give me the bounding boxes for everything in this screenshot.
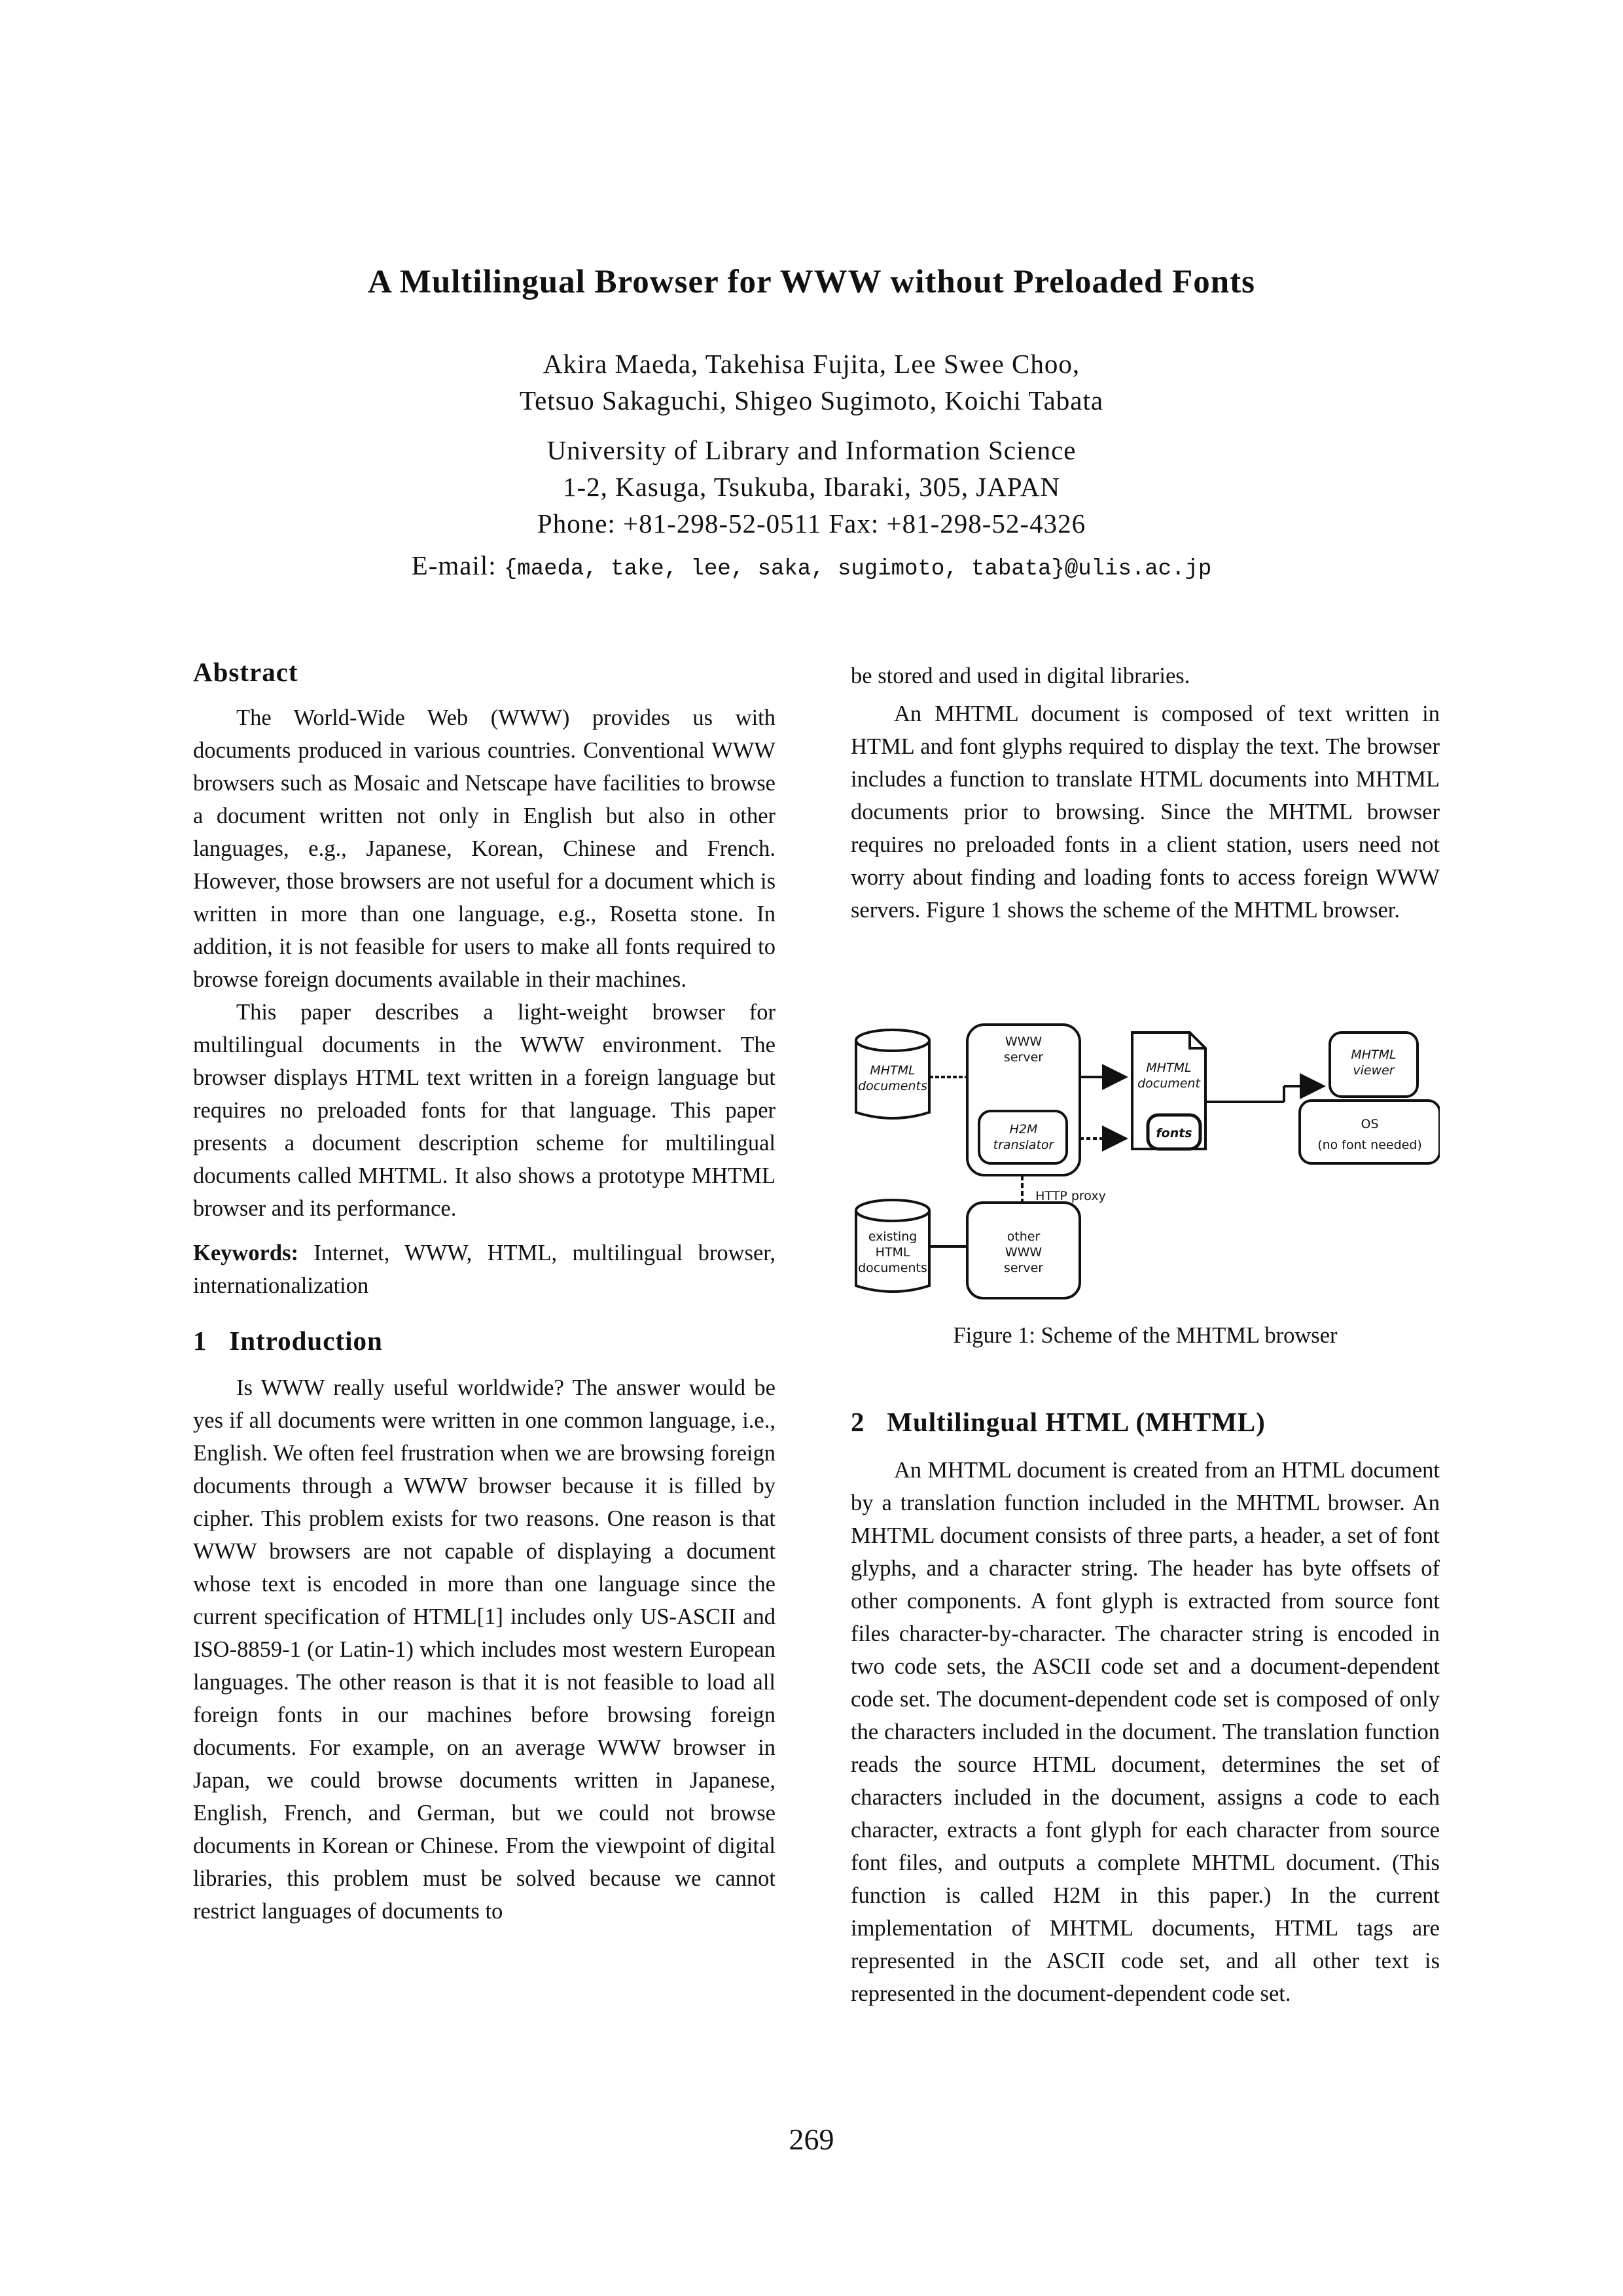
- section-2-heading: [851, 1405, 1440, 1438]
- section-2-title: Multilingual HTML (MHTML): [887, 1407, 1266, 1437]
- fig-label: OS: [1361, 1117, 1379, 1131]
- continued-paragraph: be stored and used in digital libraries.: [851, 663, 1190, 688]
- keywords-label: Keywords:: [193, 1241, 298, 1265]
- fig-label: WWW: [1005, 1245, 1043, 1260]
- mhtml-intro-paragraph: An MHTML document is composed of text written in HTML and font glyphs required to display the text. The browser includes a function to translate HTML documents into MHTML documents prior to browsing. Since the MHTML browser requires no preloaded fonts in a client station, users need not worry about finding and loading fonts to access foreign WWW servers. Figure 1 shows the scheme of the MHTML browser.: [851, 701, 1440, 923]
- address: 1-2, Kasuga, Tsukuba, Ibaraki, 305, JAPAN: [562, 472, 1061, 502]
- fig-label: H2M: [1009, 1122, 1038, 1137]
- fig-label: HTML: [875, 1245, 910, 1260]
- fig-label: server: [1003, 1050, 1044, 1065]
- affiliation: University of Library and Information Science: [546, 435, 1077, 465]
- abstract-paragraph-2: This paper describes a light-weight browser for multilingual documents in the WWW environment. The browser displays HTML text written in a foreign language but requires no preloaded fonts for that language. This paper presents a document description scheme for multilingual documents called MHTML. It also shows a prototype MHTML browser and its performance.: [193, 1000, 776, 1221]
- fig-label: MHTML: [870, 1063, 916, 1078]
- phone-fax: Phone: +81-298-52-0511 Fax: +81-298-52-4326: [537, 508, 1086, 539]
- section-1-number: 1: [193, 1326, 207, 1356]
- section-1-heading: [193, 1324, 776, 1357]
- email-addresses: {maeda, take, lee, saka, sugimoto, tabata}@ulis.ac.jp: [503, 557, 1212, 582]
- authors-line-2: Tetsuo Sakaguchi, Shigeo Sugimoto, Koichi Tabata: [519, 385, 1104, 415]
- fig-label: translator: [993, 1138, 1054, 1152]
- section-1-title: Introduction: [229, 1326, 383, 1356]
- fig-label: server: [1003, 1261, 1044, 1275]
- keywords: [193, 1237, 776, 1302]
- figure-1-caption: Figure 1: Scheme of the MHTML browser: [953, 1323, 1338, 1348]
- abstract-paragraph-1: The World-Wide Web (WWW) provides us with documents produced in various countries. Conventional WWW browsers such as Mosaic and Netscape have facilities to browse a document written not only in English but also in other languages, e.g., Japanese, Korean, Chinese and French. However, those browsers are not useful for a document which is written in more than one language, e.g., Rosetta stone. In addition, it is not feasible for users to make all fonts required to browse foreign documents available in their machines.: [193, 705, 776, 992]
- fig-label: HTTP proxy: [1035, 1189, 1106, 1203]
- figure-1-diagram: [851, 1021, 1440, 1309]
- fig-label: other: [1007, 1229, 1041, 1244]
- fig-label: MHTML: [1146, 1061, 1192, 1075]
- fig-label: MHTML: [1351, 1048, 1397, 1062]
- left-column: [193, 656, 776, 1928]
- paper-title: A Multilingual Browser for WWW without Preloaded Fonts: [367, 264, 1256, 300]
- introduction-paragraph: Is WWW really useful worldwide? The answer would be yes if all documents were written in one common language, i.e., English. We often feel frustration when we are browsing foreign documents through a WWW browser because it is filled by cipher. This problem exists for two reasons. One reason is that WWW browsers are not capable of displaying a document whose text is encoded in more than one language since the current specification of HTML[1] includes only US-ASCII and ISO-8859-1 (or Latin-1) which includes most western European languages. The other reason is that it is not feasible to load all foreign fonts in our machines before browsing foreign documents. For example, on an average WWW browser in Japan, we could browse documents written in Japanese, English, French, and German, but we could not browse documents in Korean or Chinese. From the viewpoint of digital libraries, this problem must be solved because we cannot restrict languages of documents to: [193, 1375, 776, 1924]
- email-line: [0, 550, 1623, 582]
- fig-label: documents: [858, 1261, 927, 1275]
- email-label: E-mail:: [411, 550, 497, 580]
- fig-label: WWW: [1005, 1034, 1043, 1049]
- fig-label: existing: [868, 1229, 918, 1244]
- section-2-paragraph: An MHTML document is created from an HTML document by a translation function included in the MHTML browser. An MHTML document consists of three parts, a header, a set of font glyphs, and a character string. The header has byte offsets of other components. A font glyph is extracted from source font files character-by-character. The character string is encoded in two code sets, the ASCII code set and a document-dependent code set. The document-dependent code set is composed of only the characters included in the document. The translation function reads the source HTML document, determines the set of characters included in the document, assigns a code to each character, extracts a font glyph for each character from source font files, and outputs a complete MHTML document. (This function is called H2M in this paper.) In the current implementation of MHTML documents, HTML tags are represented in the ASCII code set, and all other text is represented in the document-dependent code set.: [851, 1458, 1440, 2006]
- abstract-heading: Abstract: [193, 657, 298, 687]
- right-column-bottom: [851, 1405, 1440, 2010]
- section-2-number: 2: [851, 1407, 865, 1437]
- fig-label: documents: [858, 1079, 927, 1093]
- keywords-text: Internet, WWW, HTML, multilingual browser, internationalization: [193, 1241, 776, 1298]
- authors-line-1: Akira Maeda, Takehisa Fujita, Lee Swee Choo,: [543, 349, 1080, 379]
- fig-label: document: [1137, 1076, 1200, 1091]
- page-number: 269: [789, 2123, 834, 2156]
- fig-label: viewer: [1353, 1063, 1395, 1078]
- right-column-top: [851, 660, 1440, 927]
- fig-label: fonts: [1156, 1126, 1192, 1140]
- fig-label: (no font needed): [1317, 1138, 1422, 1152]
